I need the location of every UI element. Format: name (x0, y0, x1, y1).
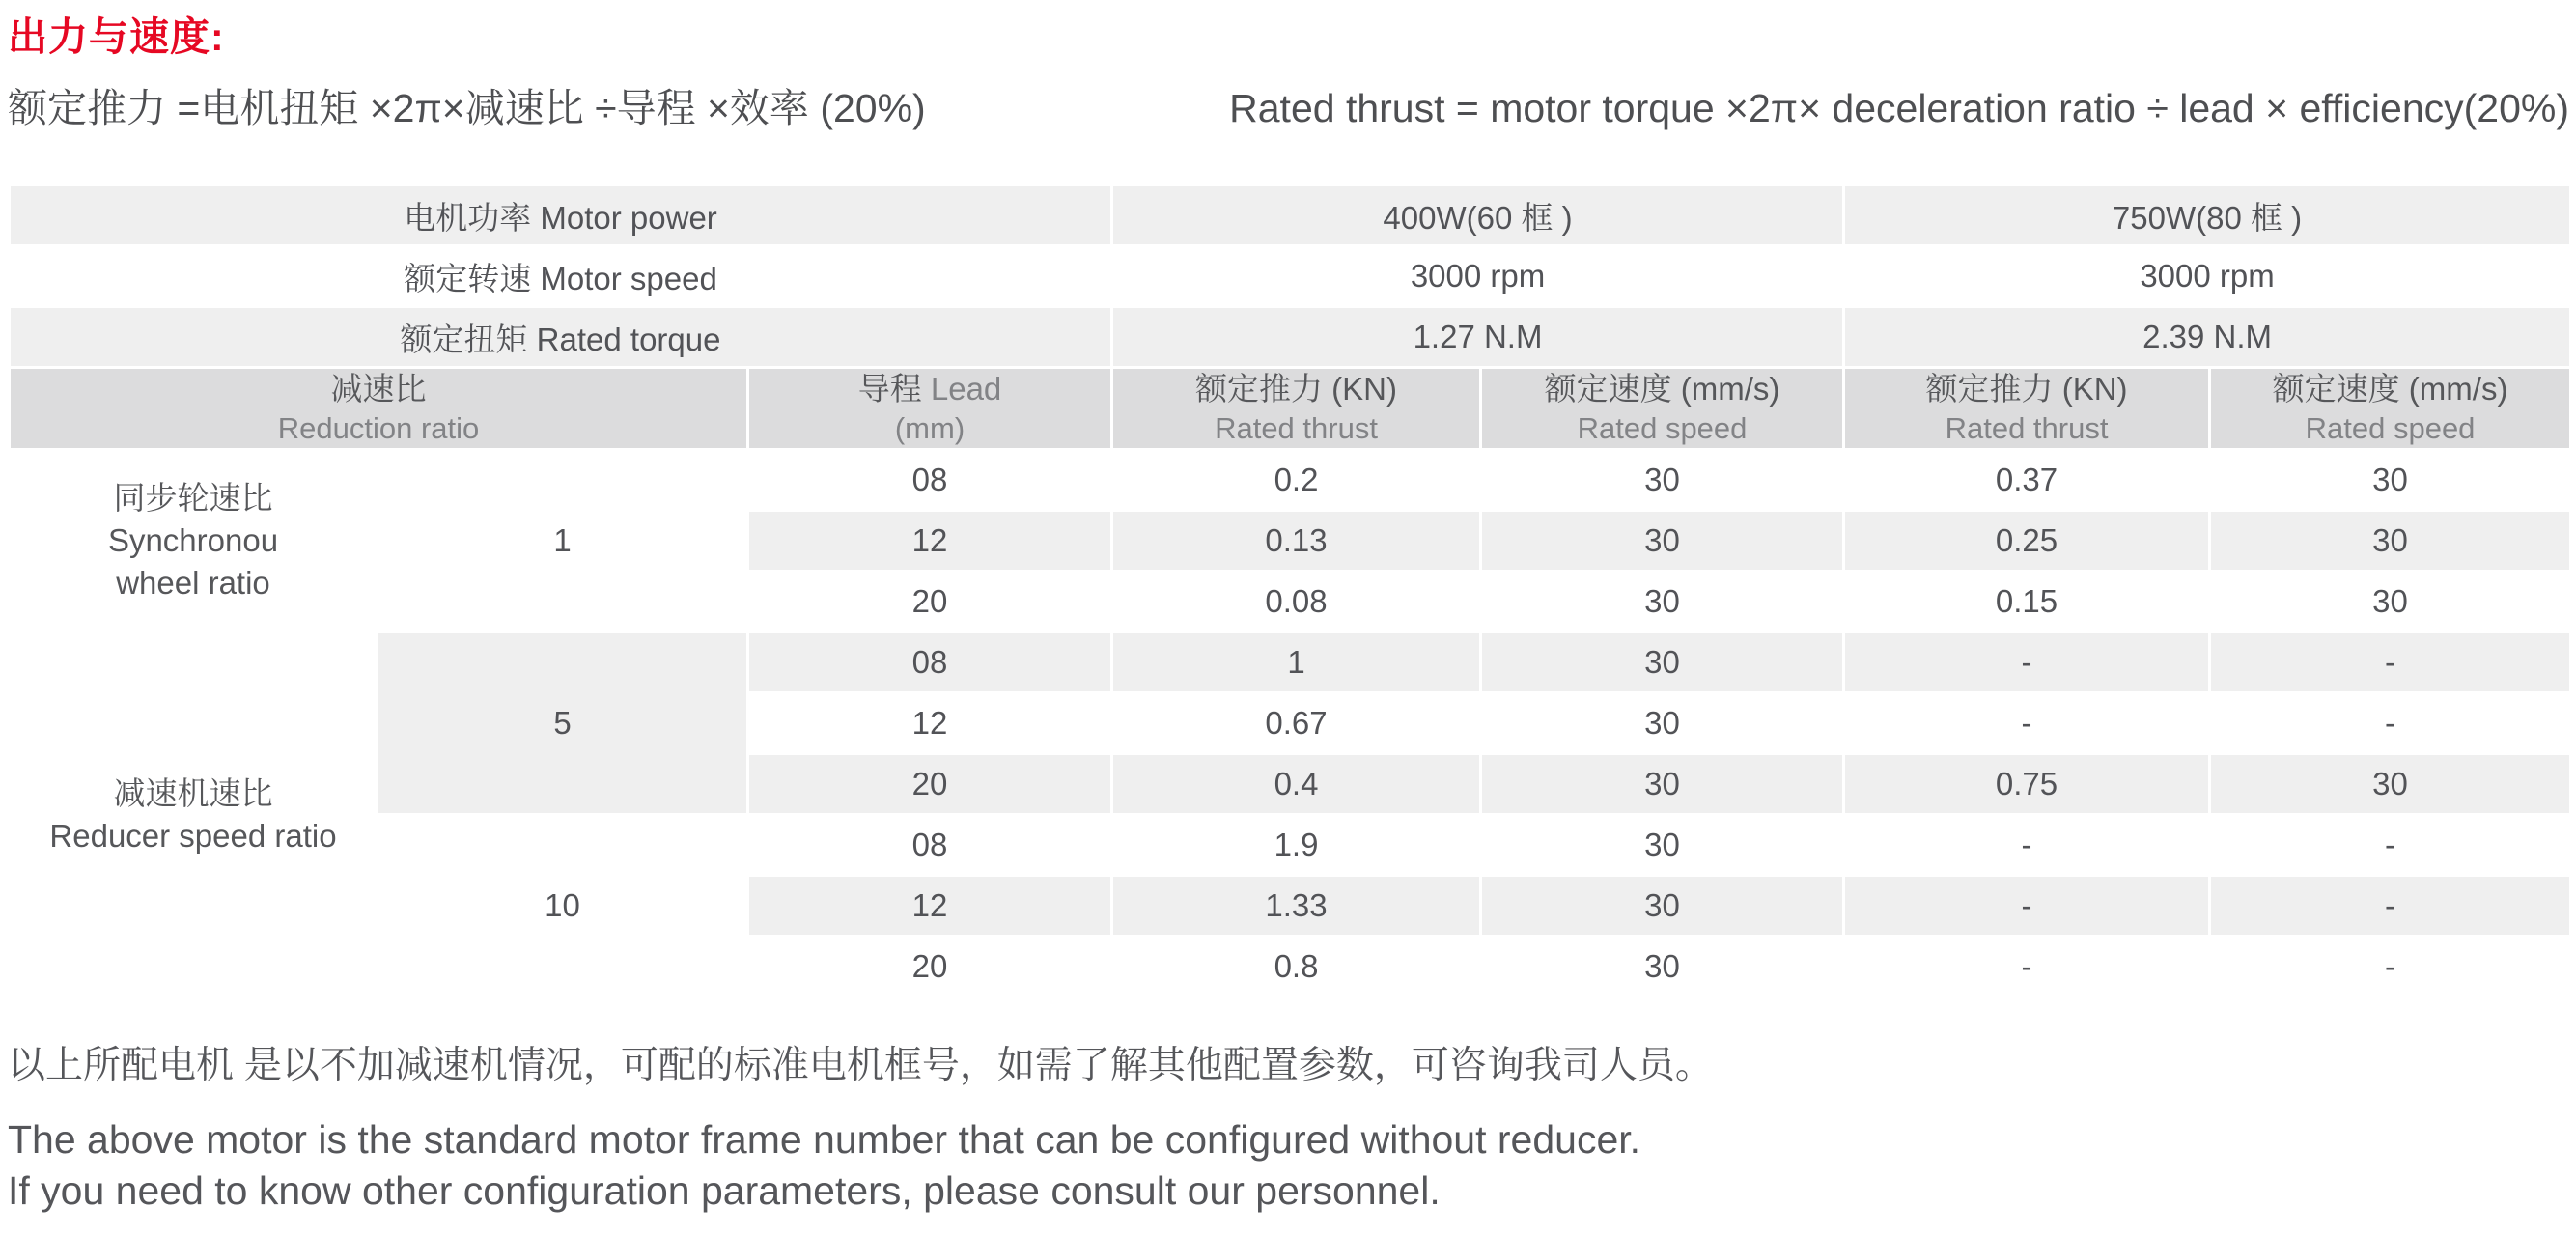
thrust-750-cell: - (1844, 815, 2210, 876)
lead-header-en: Lead (930, 371, 1002, 407)
note-english-line2: If you need to know other configuration parameters, please consult our personnel. (8, 1168, 1441, 1213)
motor-power-750-cell: 750W(80 框 ) (1844, 185, 2571, 246)
thrust-750-cell: - (1844, 632, 2210, 693)
reduction-ratio-header-cell (10, 368, 748, 450)
speed-400-cell: 30 (1481, 937, 1844, 997)
note-english-line1: The above motor is the standard motor frame number that can be configured without reducer. (8, 1117, 1641, 1162)
column-header-row (10, 368, 2571, 450)
lead-cell: 12 (748, 693, 1112, 754)
thrust-750-cell: - (1844, 693, 2210, 754)
rated-torque-row (10, 307, 2571, 368)
lead-cell: 08 (748, 450, 1112, 511)
synchronous-wheel-ratio-label-cell: 同步轮速比 Synchronou wheel ratio (10, 450, 378, 632)
thrust-400-cell: 1.33 (1112, 876, 1481, 937)
thrust-400-cell: 0.08 (1112, 572, 1481, 632)
thrust-400-cell: 0.4 (1112, 754, 1481, 815)
data-row (10, 450, 2571, 511)
speed-750-cell: - (2210, 693, 2571, 754)
thrust-400-cell: 0.8 (1112, 937, 1481, 997)
thrust-400-header-cell: 额定推力 (KN) Rated thrust (1112, 368, 1481, 450)
rated-torque-750-cell: 2.39 N.M (1844, 307, 2571, 368)
thrust-750-cell: - (1844, 937, 2210, 997)
reduction-ratio-header-en: Reduction ratio (277, 411, 480, 445)
page-title: 出力与速度: (8, 14, 225, 59)
thrust-750-cell: 0.37 (1844, 450, 2210, 511)
ratio-10-cell: 10 (378, 815, 748, 997)
speed-400-cell: 30 (1481, 632, 1844, 693)
speed-750-cell: - (2210, 632, 2571, 693)
lead-header-cn: 导程 (857, 371, 922, 407)
speed-400-cell: 30 (1481, 815, 1844, 876)
speed-750-cell: 30 (2210, 572, 2571, 632)
ratio-1-cell: 1 (378, 450, 748, 632)
speed-750-cell: 30 (2210, 511, 2571, 572)
lead-cell: 12 (748, 511, 1112, 572)
reducer-speed-ratio-label-cell: 减速机速比 Reducer speed ratio (10, 632, 378, 997)
speed-750-cell: - (2210, 876, 2571, 937)
speed-750-cell: - (2210, 937, 2571, 997)
thrust-750-cell: 0.75 (1844, 754, 2210, 815)
thrust-400-cell: 1.9 (1112, 815, 1481, 876)
motor-speed-400-cell: 3000 rpm (1112, 246, 1844, 307)
motor-power-row (10, 185, 2571, 246)
speed-400-cell: 30 (1481, 572, 1844, 632)
thrust-400-cell: 1 (1112, 632, 1481, 693)
motor-speed-label-cell: 额定转速 Motor speed (10, 246, 1112, 307)
formula-row (8, 83, 2569, 133)
rated-torque-400-cell: 1.27 N.M (1112, 307, 1844, 368)
speed-750-cell: 30 (2210, 450, 2571, 511)
motor-speed-750-cell: 3000 rpm (1844, 246, 2571, 307)
thrust-750-cell: 0.25 (1844, 511, 2210, 572)
lead-cell: 08 (748, 632, 1112, 693)
motor-power-label-cell: 电机功率 Motor power (10, 185, 1112, 246)
speed-400-cell: 30 (1481, 693, 1844, 754)
data-row (10, 632, 2571, 693)
lead-cell: 20 (748, 572, 1112, 632)
spec-table (8, 183, 2572, 998)
lead-cell: 20 (748, 937, 1112, 997)
note-chinese: 以上所配电机 是以不加减速机情况，可配的标准电机框号，如需了解其他配置参数，可咨询我司人员。 (8, 1045, 1713, 1086)
data-row (10, 815, 2571, 876)
thrust-750-header-cell: 额定推力 (KN) Rated thrust (1844, 368, 2210, 450)
thrust-400-cell: 0.13 (1112, 511, 1481, 572)
lead-cell: 20 (748, 754, 1112, 815)
ratio-5-cell: 5 (378, 632, 748, 815)
thrust-750-cell: 0.15 (1844, 572, 2210, 632)
lead-header-cell (748, 368, 1112, 450)
formula-chinese: 额定推力 =电机扭矩 ×2π×减速比 ÷导程 ×效率 (20%) (8, 86, 926, 130)
lead-header-unit: (mm) (894, 411, 966, 445)
reduction-ratio-header-cn: 减速比 (330, 371, 427, 407)
speed-400-cell: 30 (1481, 450, 1844, 511)
thrust-750-cell: - (1844, 876, 2210, 937)
speed-400-cell: 30 (1481, 754, 1844, 815)
motor-power-400-cell: 400W(60 框 ) (1112, 185, 1844, 246)
speed-750-cell: - (2210, 815, 2571, 876)
thrust-400-cell: 0.2 (1112, 450, 1481, 511)
speed-750-cell: 30 (2210, 754, 2571, 815)
formula-english: Rated thrust = motor torque ×2π× deceleration ratio ÷ lead × efficiency(20%) (1229, 86, 2569, 130)
lead-cell: 08 (748, 815, 1112, 876)
speed-400-cell: 30 (1481, 511, 1844, 572)
motor-speed-row (10, 246, 2571, 307)
speed-400-header-cell: 额定速度 (mm/s) Rated speed (1481, 368, 1844, 450)
rated-torque-label-cell: 额定扭矩 Rated torque (10, 307, 1112, 368)
speed-750-header-cell: 额定速度 (mm/s) Rated speed (2210, 368, 2571, 450)
footer-notes (8, 1041, 2569, 1217)
thrust-400-cell: 0.67 (1112, 693, 1481, 754)
note-english (8, 1114, 2569, 1217)
lead-cell: 12 (748, 876, 1112, 937)
speed-400-cell: 30 (1481, 876, 1844, 937)
